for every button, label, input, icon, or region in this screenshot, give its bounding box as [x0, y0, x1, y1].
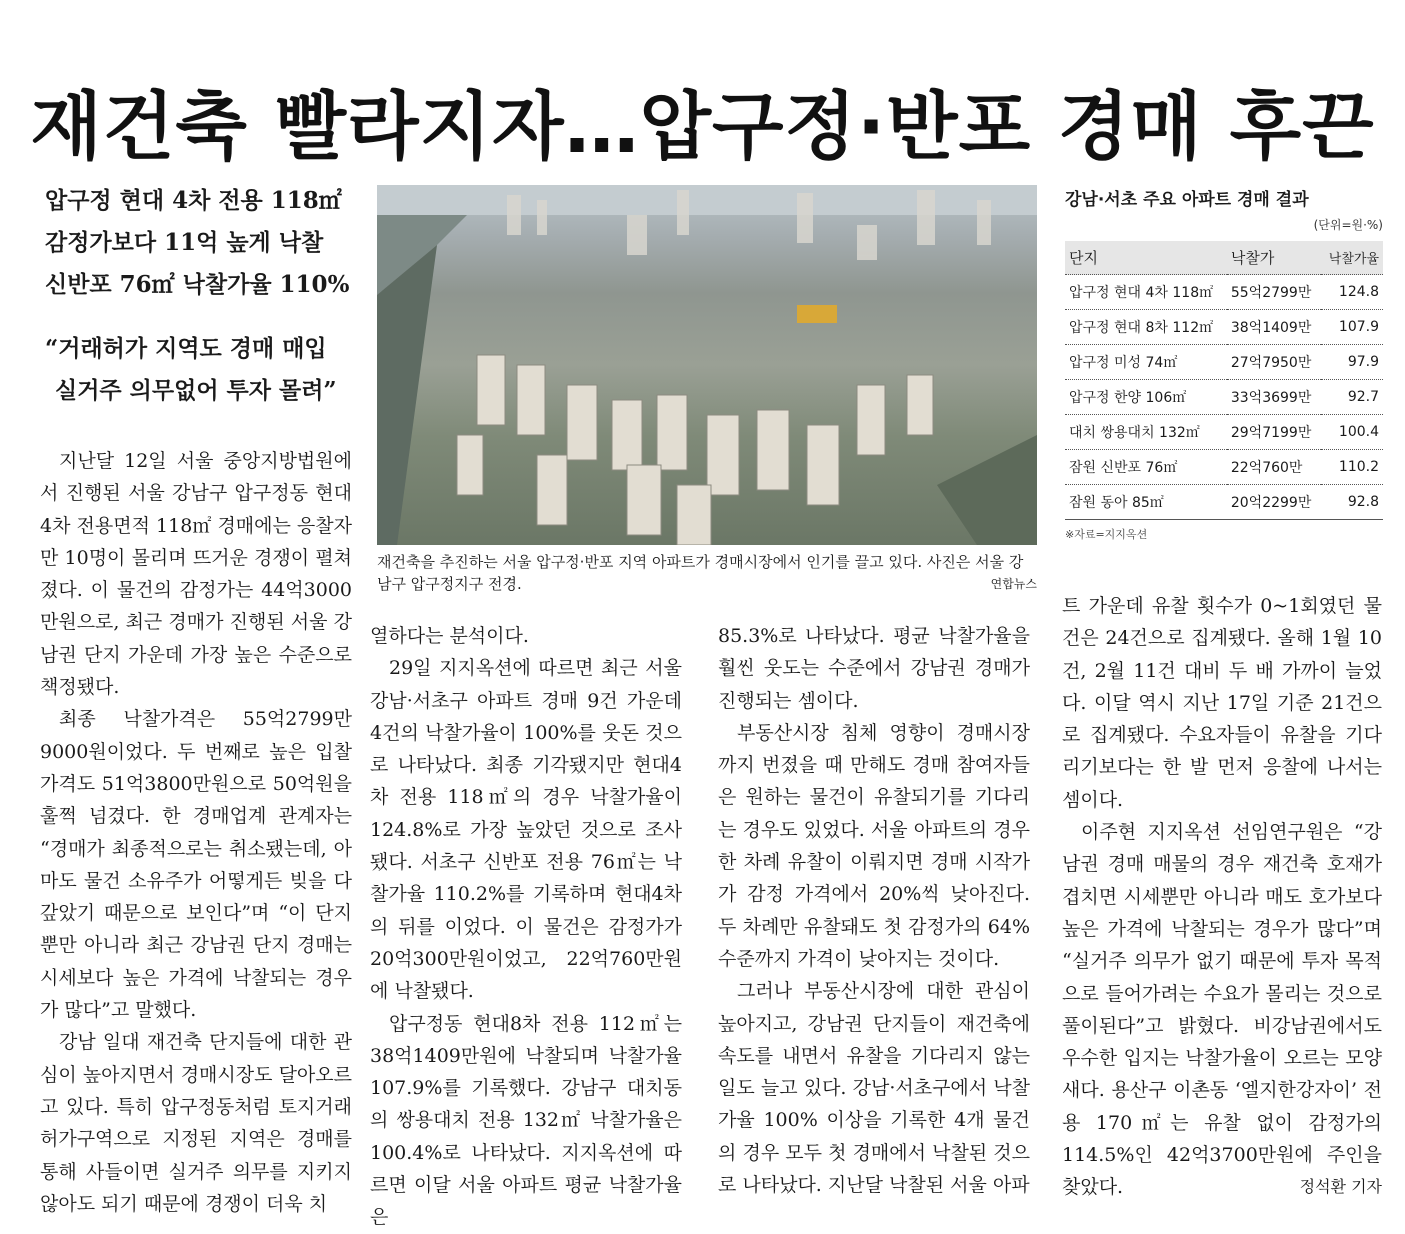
- paragraph: 강남 일대 재건축 단지들에 대한 관심이 높아지면서 경매시장도 달아오르고 있다. 특히 압구정동처럼 토지거래허가구역으로 지정된 지역은 경매를 통해 사들이면 실거주 의무를 지키지 않아도 되기 때문에 경쟁이 더욱 치: [40, 1031, 352, 1215]
- header-price: 낙찰가: [1227, 241, 1321, 275]
- cell-rate: 97.9: [1321, 345, 1383, 380]
- cell-complex: 압구정 현대 8차 112㎡: [1065, 310, 1227, 345]
- paragraph: 트 가운데 유찰 횟수가 0~1회였던 물건은 24건으로 집계됐다. 올해 1월 10건, 2월 11건 대비 두 배 가까이 늘었다. 이달 역시 지난 17일 기준 21건으로 집계됐다. 수요자들이 유찰을 기다리기보다는 한 발 먼저 응찰에 나서는 셈이다.: [1062, 595, 1382, 811]
- auction-results-table: [1065, 185, 1383, 542]
- headline: 재건축 빨라지자…압구정·반포 경매 후끈: [30, 83, 1375, 170]
- cell-complex: 잠원 신반포 76㎡: [1065, 450, 1227, 485]
- body-column-1: [40, 445, 352, 1220]
- paragraph-text: 이주현 지지옥션 선임연구원은 “강남권 경매 매물의 경우 재건축 호재가 겹치면 시세뿐만 아니라 매도 호가보다 높은 가격에 낙찰되는 경우가 많다”며 “실거주 의무가 없기 때문에 투자 목적으로 들어가려는 수요가 몰리는 것으로 풀이된다”고 밝혔다. 비강남권에서도 우수한 입지는 낙찰가율이 오르는 모양새다. 용산구 이촌동 ‘엘지한강자이’ 전용 170㎡는 유찰 없이 감정가의 114.5%인 42억3700만원에 주인을 찾았다.: [1062, 821, 1382, 1199]
- table-row: [1065, 310, 1383, 345]
- table-header-row: [1065, 241, 1383, 275]
- cell-rate: 92.8: [1321, 485, 1383, 520]
- body-column-3: [718, 620, 1030, 1201]
- cell-rate: 92.7: [1321, 380, 1383, 415]
- subhead: 감정가보다 11억 높게 낙찰: [45, 229, 324, 256]
- paragraph: 지난달 12일 서울 중앙지방법원에서 진행된 서울 강남구 압구정동 현대4차 전용면적 118㎡ 경매에는 응찰자만 10명이 몰리며 뜨거운 경쟁이 펼쳐졌다. 이 물건의 감정가는 44억3000만원으로, 최근 경매가 진행된 서울 강남권 단지 가운데 가장 높은 수준으로 책정됐다.: [40, 450, 352, 699]
- cell-rate: 110.2: [1321, 450, 1383, 485]
- paragraph: 부동산시장 침체 영향이 경매시장까지 번졌을 때 만해도 경매 참여자들은 원하는 물건이 유찰되기를 기다리는 경우도 있었다. 서울 아파트의 경우 한 차례 유찰이 이뤄지면 경매 시작가가 감정 가격에서 20%씩 낮아진다. 두 차례만 유찰돼도 첫 감정가의 64% 수준까지 가격이 낮아지는 것이다.: [718, 721, 1030, 970]
- table-source: ※자료=지지옥션: [1065, 528, 1148, 541]
- city-skyline-image: [377, 185, 1037, 545]
- quote-subhead: “거래허가 지역도 경매 매입: [45, 335, 327, 362]
- header-complex: 단지: [1065, 241, 1227, 275]
- body-column-4: [1062, 590, 1382, 1204]
- quote-subhead: 실거주 의무없어 투자 몰려”: [55, 377, 337, 404]
- table-row: [1065, 275, 1383, 310]
- table-row: [1065, 415, 1383, 450]
- table-row: [1065, 450, 1383, 485]
- aerial-photo: [377, 185, 1037, 545]
- table-unit: (단위=원·%): [1313, 218, 1383, 232]
- paragraph: 29일 지지옥션에 따르면 최근 서울 강남·서초구 아파트 경매 9건 가운데 4건의 낙찰가율이 100%를 웃돈 것으로 나타났다. 최종 기각됐지만 현대4차 전용 118㎡의 경우 낙찰가율이 124.8%로 가장 높았던 것으로 조사됐다. 서초구 신반포 전용 76㎡는 낙찰가율 110.2%를 기록하며 현대4차의 뒤를 이었다. 이 물건은 감정가가 20억300만원이었고, 22억760만원에 낙찰됐다.: [370, 657, 682, 1003]
- results-table: [1065, 241, 1383, 520]
- caption-text: 재건축을 추진하는 서울 압구정·반포 지역 아파트가 경매시장에서 인기를 끌고 있다. 사진은 서울 강남구 압구정지구 전경.: [377, 553, 1024, 593]
- table-row: [1065, 380, 1383, 415]
- cell-complex: 압구정 한양 106㎡: [1065, 380, 1227, 415]
- cell-price: 38억1409만: [1227, 310, 1321, 345]
- paragraph: 85.3%로 나타났다. 평균 낙찰가율을 훨씬 웃도는 수준에서 강남권 경매가 진행되는 셈이다.: [718, 625, 1030, 712]
- cell-price: 55억2799만: [1227, 275, 1321, 310]
- subhead: 신반포 76㎡ 낙찰가율 110%: [45, 271, 350, 298]
- cell-price: 27억7950만: [1227, 345, 1321, 380]
- byline: 정석환 기자: [1299, 1177, 1382, 1197]
- photo-credit: 연합뉴스: [990, 577, 1037, 591]
- cell-rate: 124.8: [1321, 275, 1383, 310]
- cell-price: 33억3699만: [1227, 380, 1321, 415]
- subheads: [45, 180, 355, 412]
- cell-complex: 압구정 현대 4차 118㎡: [1065, 275, 1227, 310]
- body-column-2: [370, 620, 682, 1234]
- cell-price: 22억760만: [1227, 450, 1321, 485]
- cell-price: 29억7199만: [1227, 415, 1321, 450]
- header-rate: 낙찰가율: [1321, 241, 1383, 275]
- paragraph: 열하다는 분석이다.: [370, 625, 529, 647]
- cell-complex: 압구정 미성 74㎡: [1065, 345, 1227, 380]
- cell-rate: 100.4: [1321, 415, 1383, 450]
- cell-complex: 잠원 동아 85㎡: [1065, 485, 1227, 520]
- paragraph: 최종 낙찰가격은 55억2799만9000원이었다. 두 번째로 높은 입찰가격도 51억3800만원으로 50억원을 훌쩍 넘겼다. 한 경매업계 관계자는 “경매가 최종적으로는 취소됐는데, 아마도 물건 소유주가 어떻게든 빚을 다 갚았기 때문으로 보인다”며 “이 단지뿐만 아니라 최근 강남권 단지 경매는 시세보다 높은 가격에 낙찰되는 경우가 많다”고 말했다.: [40, 708, 352, 1022]
- cell-rate: 107.9: [1321, 310, 1383, 345]
- paragraph: [1062, 816, 1382, 1204]
- paragraph: 그러나 부동산시장에 대한 관심이 높아지고, 강남권 단지들이 재건축에 속도를 내면서 유찰을 기다리지 않는 일도 늘고 있다. 강남·서초구에서 낙찰가율 100% 이상을 기록한 4개 물건의 경우 모두 첫 경매에서 낙찰된 것으로 나타났다. 지난달 낙찰된 서울 아파: [718, 980, 1030, 1197]
- table-row: [1065, 345, 1383, 380]
- table-title: 강남·서초 주요 아파트 경매 결과: [1065, 190, 1309, 210]
- cell-price: 20억2299만: [1227, 485, 1321, 520]
- table-row: [1065, 485, 1383, 520]
- cell-complex: 대치 쌍용대치 132㎡: [1065, 415, 1227, 450]
- paragraph: 압구정동 현대8차 전용 112㎡는 38억1409만원에 낙찰되며 낙찰가율 107.9%를 기록했다. 강남구 대치동의 쌍용대치 전용 132㎡ 낙찰가율은 100.4%로 나타났다. 지지옥션에 따르면 이달 서울 아파트 평균 낙찰가율은: [370, 1012, 682, 1229]
- subhead: 압구정 현대 4차 전용 118㎡: [45, 187, 342, 214]
- photo-caption: [377, 551, 1037, 595]
